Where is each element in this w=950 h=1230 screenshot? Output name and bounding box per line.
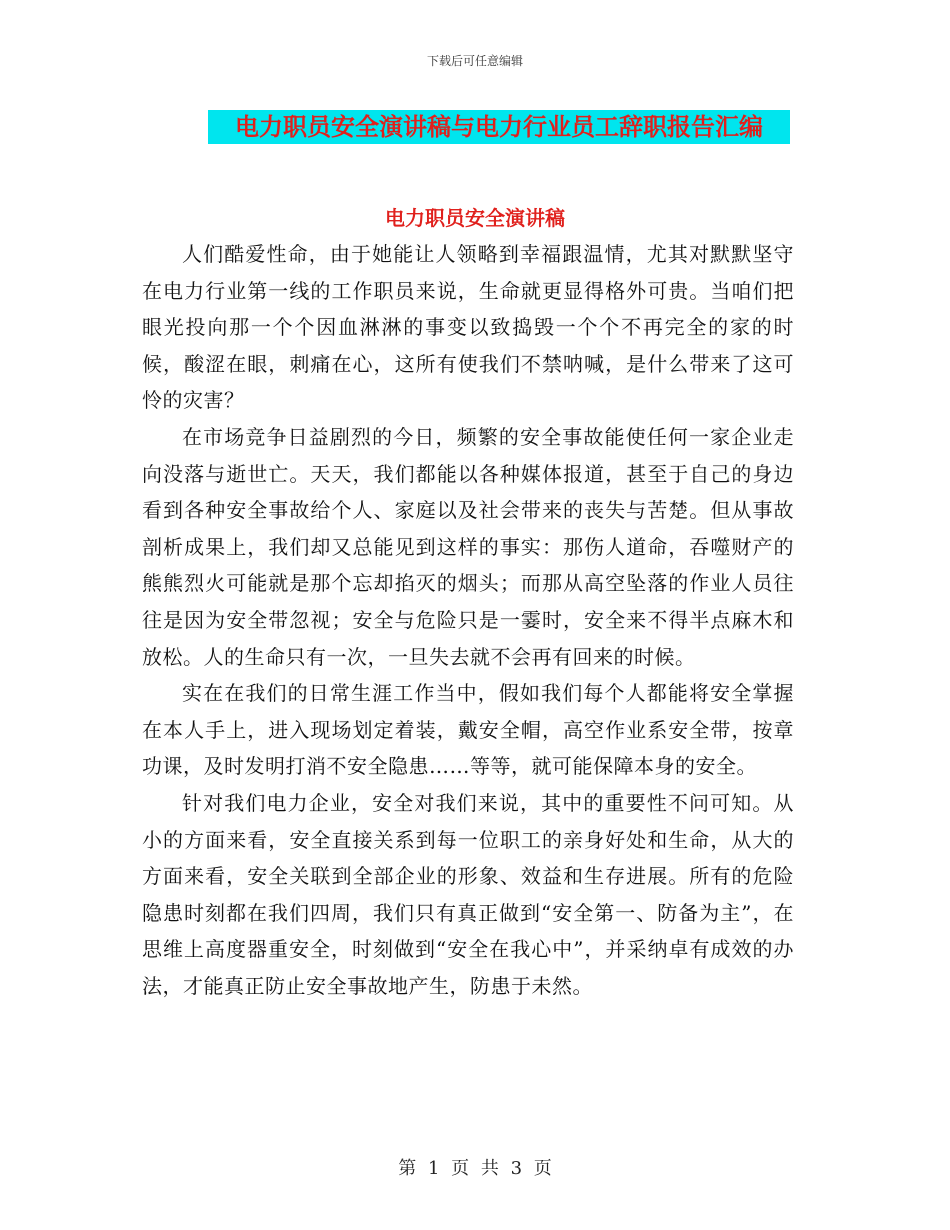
paragraph-3: 实在在我们的日常生涯工作当中，假如我们每个人都能将安全掌握在本人手上，进入现场划定着装，戴安全帽，高空作业系安全带，按章功课，及时发明打消不安全隐患……等等，就可能保障本身的安全。	[142, 681, 794, 779]
document-body	[142, 236, 794, 1004]
section-title: 电力职员安全演讲稿	[385, 206, 565, 230]
page-header-note: 下载后可任意编辑	[426, 54, 523, 68]
page-number: 第 1 页 共 3 页	[398, 1158, 552, 1179]
paragraph-2: 在市场竞争日益剧烈的今日，频繁的安全事故能使任何一家企业走向没落与逝世亡。天天，我们都能以各种媒体报道，甚至于自己的身边看到各种安全事故给个人、家庭以及社会带来的丧失与苦楚。但从事故剖析成果上，我们却又总能见到这样的事实：那伤人道命，吞噬财产的熊熊烈火可能就是那个忘却掐灭的烟头；而那从高空坠落的作业人员往往是因为安全带忽视；安全与危险只是一霎时，安全来不得半点麻木和放松。人的生命只有一次，一旦失去就不会再有回来的时候。	[142, 424, 794, 669]
paragraph-1: 人们酷爱性命，由于她能让人领略到幸福跟温情，尤其对默默坚守在电力行业第一线的工作职员来说，生命就更显得格外可贵。当咱们把眼光投向那一个个因血淋淋的事变以致捣毁一个个不再完全的家的时候，酸涩在眼，刺痛在心，这所有使我们不禁呐喊，是什么带来了这可怜的灾害？	[142, 242, 794, 413]
paragraph-4: 针对我们电力企业，安全对我们来说，其中的重要性不问可知。从小的方面来看，安全直接关系到每一位职工的亲身好处和生命，从大的方面来看，安全关联到全部企业的形象、效益和生存进展。所有的危险隐患时刻都在我们四周，我们只有真正做到“安全第一、防备为主”，在思维上高度器重安全，时刻做到“安全在我心中”，并采纳卓有成效的办法，才能真正防止安全事故地产生，防患于未然。	[142, 790, 794, 998]
document-title-highlight	[208, 110, 790, 144]
document-title: 电力职员安全演讲稿与电力行业员工辞职报告汇编	[235, 113, 763, 141]
